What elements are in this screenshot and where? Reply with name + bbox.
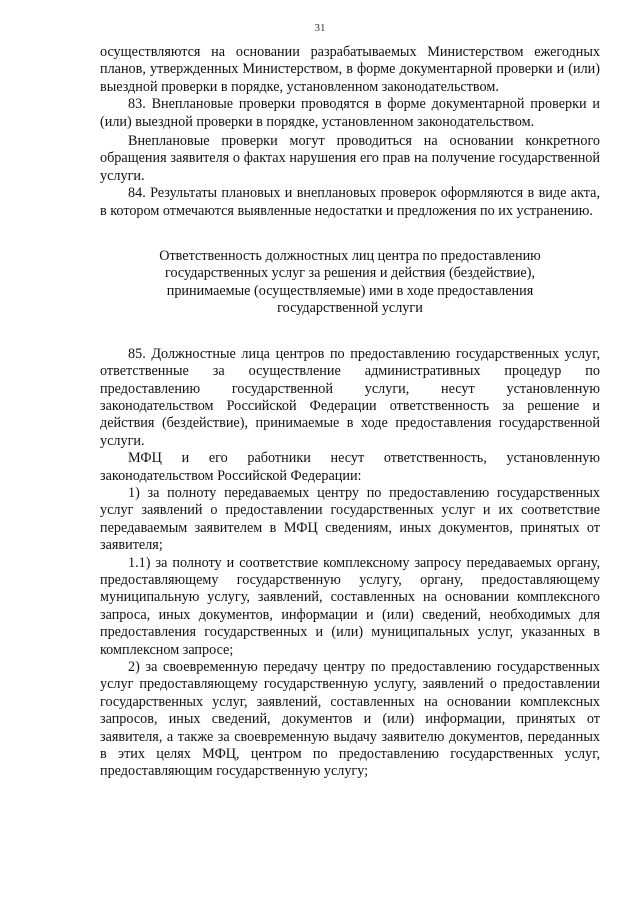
list-item-1: 1) за полноту передаваемых центру по предоставлению государственных услуг заявлений о предоставлении государственных услуг и их соответствие передаваемым заявителем в МФЦ сведениям, иных документов, принятых от заявителя; [100,484,600,554]
document-body [100,44,600,781]
section-heading-line: государственной услуги [277,300,423,317]
section-heading-line: государственных услуг за решения и действия (бездействие), [165,265,535,282]
section-heading-line: Ответственность должностных лиц центра по предоставлению [159,248,541,265]
section-heading-line: принимаемые (осуществляемые) ими в ходе предоставления [166,282,534,299]
paragraph-83: 83. Внеплановые проверки проводятся в форме документарной проверки и (или) выездной проверки в порядке, установленном законодательством. [100,96,600,130]
paragraph-mfc-responsibility: МФЦ и его работники несут ответственность, установленную законодательством Российской Федерации: [100,450,600,484]
list-item-2: 2) за своевременную передачу центру по предоставлению государственных услуг предоставляющему государственную услугу, заявлений о предоставлении государственных услуг, заявлений, составленных на основании комплексных запросов, иных сведений, документов и (или) информации, принятых от заявителя, а также за своевременную выдачу заявителю документов, переданных в этих целях МФЦ, центром по предоставлению государственных услуг, предоставляющим государственную услугу; [100,659,600,780]
section-heading [100,248,600,318]
paragraph-84: 84. Результаты плановых и внеплановых проверок оформляются в виде акта, в котором отмечаются выявленные недостатки и предложения по их устранению. [100,185,600,219]
paragraph-continuation: осуществляются на основании разрабатываемых Министерством ежегодных планов, утвержденных Министерством, в форме документарной проверки и (или) выездной проверки в порядке, установленном законодательством. [100,44,600,95]
paragraph-unplanned-inspections: Внеплановые проверки могут проводиться на основании конкретного обращения заявителя о фактах нарушения его прав на получение государственной услуги. [100,133,600,184]
paragraph-85: 85. Должностные лица центров по предоставлению государственных услуг, ответственные за осуществление административных процедур по предоставлению государственной услуги, несут установленную законодательством Российской Федерации ответственность за решение и действия (бездействие), принимаемые в ходе предоставления государственной услуги. [100,345,600,449]
list-item-1-1: 1.1) за полноту и соответствие комплексному запросу передаваемых органу, предоставляющему государственную услугу, органу, предоставляющему муниципальную услугу, заявлений, составленных на основании комплексного запроса, иных документов, информации и (или) сведений, необходимых для предоставления государственных и (или) муниципальных услуг, указанных в комплексном запросе; [100,554,600,658]
page-number: 31 [314,22,326,34]
